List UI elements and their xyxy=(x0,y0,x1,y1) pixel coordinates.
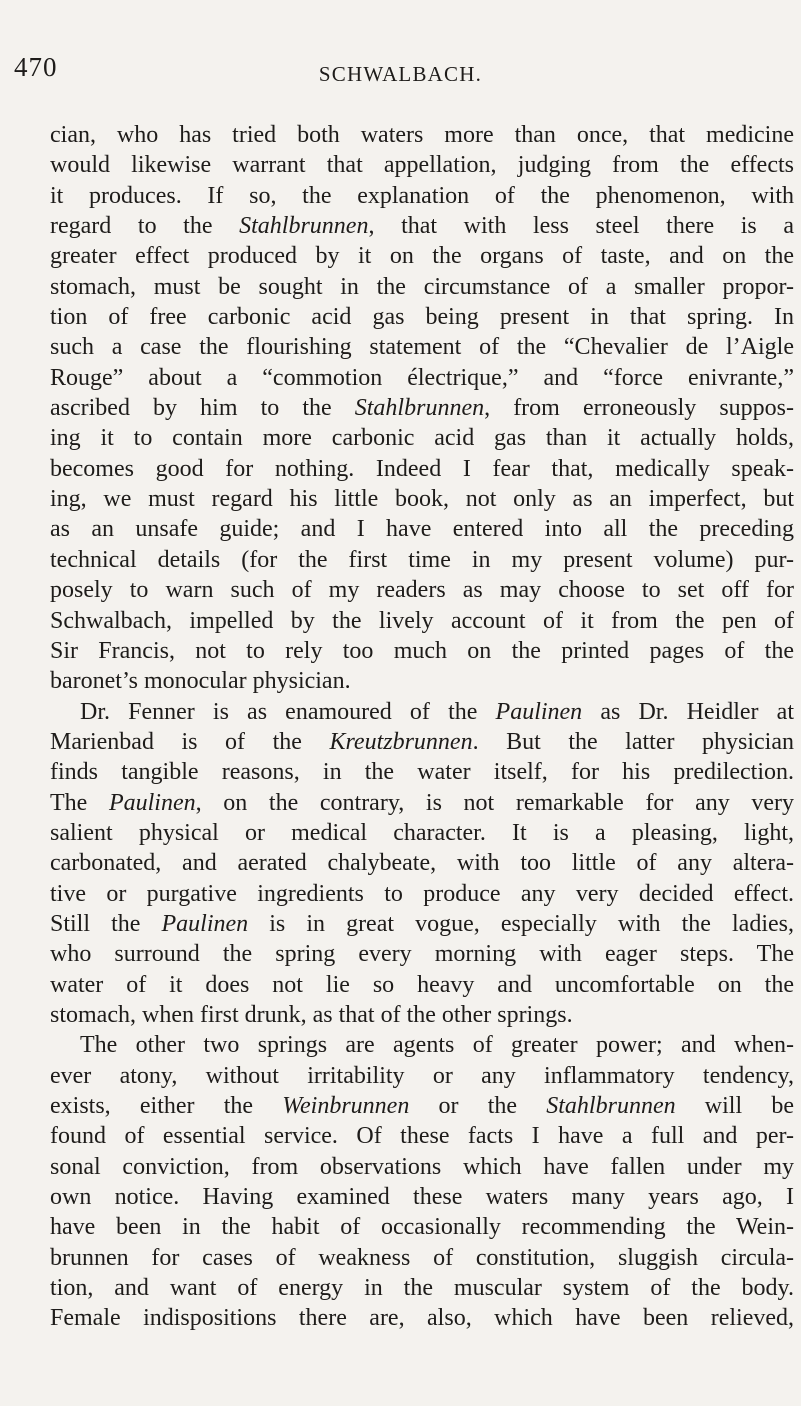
text-line xyxy=(50,393,794,423)
text-line xyxy=(50,818,794,848)
text-run: Schwalbach, impelled by the lively account of it from the pen of xyxy=(50,607,794,634)
text-run: technical details (for the first time in my present volume) pur- xyxy=(50,546,794,573)
text-run: such a case the flourishing statement of the “Chevalier de l’Aigle xyxy=(50,334,794,361)
text-line xyxy=(50,150,794,180)
text-run: Female indispositions there are, also, which have been relieved, xyxy=(50,1305,794,1332)
text-run: would likewise warrant that appellation, judging from the effects xyxy=(50,152,794,179)
text-line xyxy=(50,181,794,211)
text-run: , from erroneously suppos- xyxy=(484,395,795,422)
text-line xyxy=(50,939,794,969)
text-run: Still the xyxy=(50,910,162,937)
text-line xyxy=(50,666,794,696)
text-line xyxy=(50,788,794,818)
text-run: ascribed by him to the xyxy=(50,395,355,422)
text-line xyxy=(50,1152,794,1182)
text-line xyxy=(50,1061,794,1091)
text-run: tion, and want of energy in the muscular system of the body. xyxy=(50,1275,794,1302)
text-run: tive or purgative ingredients to produce any very decided effect. xyxy=(50,880,794,907)
text-run: salient physical or medical character. It is a pleasing, light, xyxy=(50,819,794,846)
text-line xyxy=(50,332,794,362)
text-line xyxy=(50,1243,794,1273)
text-run: regard to the xyxy=(50,213,240,240)
text-run: stomach, when first drunk, as that of the other springs. xyxy=(50,1001,573,1028)
text-run: stomach, must be sought in the circumstance of a smaller propor- xyxy=(50,273,794,300)
text-run: Sir Francis, not to rely too much on the printed pages of the xyxy=(50,637,794,664)
text-run: tion of free carbonic acid gas being present in that spring. In xyxy=(50,304,794,331)
text-line xyxy=(50,211,794,241)
text-run: or the xyxy=(409,1093,547,1119)
text-line xyxy=(50,272,794,302)
text-run: The other two springs are agents of greater power; and when- xyxy=(80,1032,794,1059)
text-run: cian, who has tried both waters more than once, that medicine xyxy=(50,122,794,148)
text-line xyxy=(50,363,794,393)
text-line xyxy=(50,545,794,575)
text-run: it produces. If so, the explanation of the phenomenon, with xyxy=(50,182,794,209)
italic-term: Stahlbrunnen xyxy=(239,213,369,240)
text-line xyxy=(50,1273,794,1303)
text-line xyxy=(50,241,794,271)
text-line xyxy=(50,727,794,757)
text-line xyxy=(50,909,794,939)
text-run: brunnen for cases of weakness of constitution, sluggish circula- xyxy=(50,1244,794,1271)
text-run: as Dr. Heidler at xyxy=(582,698,795,725)
text-run: ing, we must regard his little book, not only as an imperfect, but xyxy=(50,486,794,513)
text-line xyxy=(50,575,794,605)
text-line xyxy=(50,120,794,150)
text-run: is in great vogue, especially with the ladies, xyxy=(248,910,794,937)
text-line xyxy=(50,636,794,666)
italic-term: Stahlbrunnen xyxy=(546,1093,676,1119)
italic-term: Weinbrunnen xyxy=(282,1093,410,1119)
text-line xyxy=(50,302,794,332)
page-number: 470 xyxy=(14,52,58,82)
text-line xyxy=(50,1212,794,1242)
text-line xyxy=(50,423,794,453)
text-run: exists, either the xyxy=(50,1093,283,1119)
text-run: . But the latter physician xyxy=(472,728,795,755)
text-run: posely to warn such of my readers as may choose to set off for xyxy=(50,577,794,604)
running-head: SCHWALBACH. xyxy=(318,62,483,86)
text-line xyxy=(50,1030,794,1060)
text-run: baronet’s monocular physician. xyxy=(50,668,351,695)
text-line xyxy=(50,484,794,514)
text-run: found of essential service. Of these facts I have a full and per- xyxy=(50,1123,794,1150)
text-line xyxy=(50,454,794,484)
text-line xyxy=(50,697,794,727)
text-run: sonal conviction, from observations which have fallen under my xyxy=(50,1153,794,1180)
text-run: have been in the habit of occasionally recommending the Wein- xyxy=(50,1214,794,1241)
italic-term: Paulinen xyxy=(108,789,196,816)
text-run: as an unsafe guide; and I have entered into all the preceding xyxy=(50,516,794,543)
text-run: Marienbad is of the xyxy=(50,728,330,755)
text-run: ever atony, without irritability or any inflammatory tendency, xyxy=(50,1062,794,1089)
text-line xyxy=(50,606,794,636)
text-run: finds tangible reasons, in the water itself, for his predilection. xyxy=(50,759,794,786)
italic-term: Kreutzbrunnen xyxy=(329,728,473,755)
text-line xyxy=(50,1000,794,1030)
text-run: will be xyxy=(675,1093,794,1119)
text-run: Rouge” about a “commotion électrique,” and “force enivrante,” xyxy=(50,364,794,391)
text-line xyxy=(50,1303,794,1333)
text-run: , on the contrary, is not remarkable for any very xyxy=(195,789,795,816)
text-run: Dr. Fenner is as enamoured of the xyxy=(80,698,496,725)
text-run: own notice. Having examined these waters many years ago, I xyxy=(50,1184,794,1211)
text-line xyxy=(50,970,794,1000)
text-run: becomes good for nothing. Indeed I fear that, medically speak- xyxy=(50,455,794,482)
text-line xyxy=(50,1121,794,1151)
body-text xyxy=(50,120,794,1334)
text-line xyxy=(50,1091,794,1121)
italic-term: Paulinen xyxy=(161,910,249,937)
text-run: who surround the spring every morning with eager steps. The xyxy=(50,941,794,968)
text-line xyxy=(50,757,794,787)
text-run: greater effect produced by it on the organs of taste, and on the xyxy=(50,243,794,270)
italic-term: Paulinen xyxy=(495,698,583,725)
text-run: ing it to contain more carbonic acid gas than it actually holds, xyxy=(50,425,794,452)
text-line xyxy=(50,1182,794,1212)
text-run: The xyxy=(50,789,109,816)
text-line xyxy=(50,848,794,878)
text-run: carbonated, and aerated chalybeate, with too little of any altera- xyxy=(50,850,794,877)
text-run: water of it does not lie so heavy and uncomfortable on the xyxy=(50,971,794,998)
text-line xyxy=(50,879,794,909)
italic-term: Stahlbrunnen xyxy=(354,395,485,422)
text-run: , that with less steel there is a xyxy=(368,213,795,240)
text-line xyxy=(50,514,794,544)
